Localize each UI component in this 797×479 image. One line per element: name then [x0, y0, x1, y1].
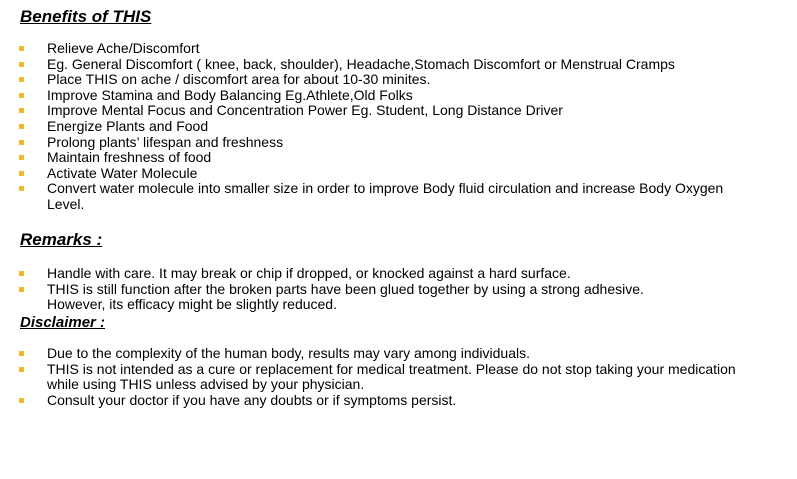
list-item — [0, 266, 797, 282]
remarks-list — [0, 266, 797, 313]
list-item — [0, 393, 797, 409]
list-item-text: Activate Water Molecule — [47, 164, 198, 181]
benefits-list — [0, 41, 797, 213]
list-item-text: Due to the complexity of the human body, results may vary among individuals. — [47, 345, 530, 361]
square-bullet-icon — [19, 367, 24, 372]
list-item — [0, 119, 797, 135]
list-item — [0, 150, 797, 166]
list-item-text: Maintain freshness of food — [47, 149, 212, 166]
square-bullet-icon — [19, 93, 24, 98]
square-bullet-icon — [19, 155, 24, 160]
list-item — [0, 41, 797, 57]
list-item — [0, 57, 797, 73]
square-bullet-icon — [19, 287, 24, 292]
list-item — [0, 346, 797, 362]
square-bullet-icon — [19, 271, 24, 276]
list-item-text: THIS is still function after the broken parts have been glued together by using a strong adhesive. However, its efficacy might be slightly reduced. — [47, 280, 644, 313]
list-item — [0, 88, 797, 104]
disclaimer-list — [0, 346, 797, 408]
list-item-text: Improve Mental Focus and Concentration Power Eg. Student, Long Distance Driver — [47, 102, 563, 119]
list-item-text: Prolong plants’ lifespan and freshness — [47, 133, 284, 150]
disclaimer-heading: Disclaimer : — [20, 314, 106, 331]
list-item-text: Convert water molecule into smaller size in order to improve Body fluid circulation and increase Body Oxygen Level. — [47, 180, 724, 212]
square-bullet-icon — [19, 171, 24, 176]
list-item — [0, 135, 797, 151]
list-item — [0, 282, 797, 313]
square-bullet-icon — [19, 46, 24, 51]
list-item-text: THIS is not intended as a cure or replacement for medical treatment. Please do not stop taking your medication while using THIS unless advised by your physician. — [47, 360, 736, 393]
square-bullet-icon — [19, 140, 24, 145]
list-item-text: Eg. General Discomfort ( knee, back, shoulder), Headache,Stomach Discomfort or Menstrual Cramps — [47, 55, 675, 72]
benefits-heading: Benefits of THIS — [20, 7, 152, 26]
list-item — [0, 166, 797, 182]
square-bullet-icon — [19, 186, 24, 191]
list-item — [0, 362, 797, 393]
list-item — [0, 181, 797, 212]
list-item — [0, 72, 797, 88]
list-item-text: Consult your doctor if you have any doubts or if symptoms persist. — [47, 391, 457, 408]
square-bullet-icon — [19, 351, 24, 356]
list-item-text: Improve Stamina and Body Balancing Eg.Athlete,Old Folks — [47, 86, 413, 103]
list-item-text: Relieve Ache/Discomfort — [47, 40, 200, 56]
square-bullet-icon — [19, 108, 24, 113]
square-bullet-icon — [19, 398, 24, 403]
list-item-text: Place THIS on ache / discomfort area for about 10-30 minites. — [47, 71, 431, 88]
square-bullet-icon — [19, 77, 24, 82]
list-item-text: Energize Plants and Food — [47, 117, 209, 134]
remarks-heading: Remarks : — [20, 230, 103, 249]
square-bullet-icon — [19, 124, 24, 129]
list-item — [0, 103, 797, 119]
list-item-text: Handle with care. It may break or chip if dropped, or knocked against a hard surface. — [47, 265, 571, 281]
square-bullet-icon — [19, 62, 24, 67]
